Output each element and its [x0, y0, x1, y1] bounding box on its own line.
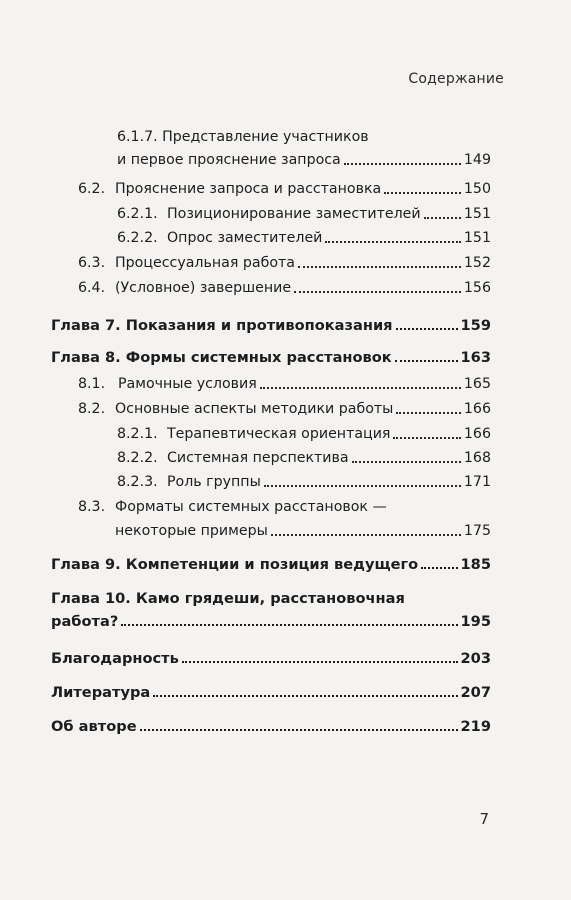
toc-entry-page: 185	[460, 556, 491, 573]
toc-entry-page: 159	[460, 317, 491, 334]
dot-leader	[396, 412, 461, 414]
running-title: Содержание	[408, 71, 504, 87]
toc-entry-title: Об авторе	[51, 718, 137, 735]
toc-entry-8-2[interactable]	[78, 401, 491, 418]
dot-leader	[182, 661, 458, 663]
toc-entry-title: Роль группы	[167, 474, 261, 490]
toc-entry-page: 165	[463, 376, 491, 392]
toc-entry-6-2[interactable]	[78, 181, 491, 198]
toc-entry-title-line1: Представление участников	[162, 129, 369, 145]
toc-entry-page: 195	[460, 613, 491, 630]
toc-entry-acknowledgements[interactable]	[51, 650, 491, 667]
toc-entry-8-2-2[interactable]	[117, 450, 491, 467]
toc-entry-number: 6.4.	[78, 280, 106, 296]
toc-entry-title: Опрос заместителей	[167, 230, 323, 246]
toc-entry-number: 6.3.	[78, 255, 106, 271]
dot-leader	[264, 485, 461, 487]
toc-entry-page: 207	[460, 684, 491, 701]
toc-entry-title: Глава 9. Компетенции и позиция ведущего	[51, 556, 419, 573]
toc-entry-6-4[interactable]	[78, 280, 491, 297]
toc-entry-chapter-10[interactable]	[51, 590, 491, 630]
toc-entry-title: Благодарность	[51, 650, 179, 667]
toc-entry-page: 149	[463, 152, 491, 168]
page-number: 7	[479, 810, 489, 828]
toc-entry-page: 166	[463, 426, 491, 442]
toc-entry-title: Процессуальная работа	[115, 255, 295, 271]
toc-entry-title: Глава 7. Показания и противопоказания	[51, 317, 393, 334]
toc-entry-title: Литература	[51, 684, 151, 701]
toc-entry-title: Терапевтическая ориентация	[167, 426, 391, 442]
dot-leader	[260, 387, 461, 389]
toc-entry-about-author[interactable]	[51, 718, 491, 735]
toc-entry-title: Основные аспекты методики работы	[115, 401, 394, 417]
toc-entry-page: 152	[463, 255, 491, 271]
toc-entry-number: 8.3.	[78, 499, 106, 515]
toc-entry-title: некоторые примеры	[115, 523, 268, 539]
toc-entry-chapter-9[interactable]	[51, 556, 491, 573]
dot-leader	[271, 534, 461, 536]
toc-entry-title: и первое прояснение запроса	[117, 152, 341, 168]
toc-entry-page: 175	[463, 523, 491, 539]
toc-entry-8-3[interactable]	[78, 499, 491, 540]
toc-entry-literature[interactable]	[51, 684, 491, 701]
toc-entry-number: 6.2.1.	[117, 206, 158, 222]
toc-entry-title: работа?	[51, 613, 119, 630]
toc-entry-title-line1: Форматы системных расстановок —	[115, 499, 387, 515]
dot-leader	[421, 567, 457, 569]
toc-entry-number: 8.2.2.	[117, 450, 158, 466]
toc-entry-number: 8.2.	[78, 401, 106, 417]
dot-leader	[344, 163, 461, 165]
toc-entry-number: 8.1.	[78, 376, 106, 392]
toc-entry-title: Позиционирование заместителей	[167, 206, 421, 222]
toc-entry-chapter-8[interactable]	[51, 349, 491, 366]
toc-entry-6-3[interactable]	[78, 255, 491, 272]
toc-entry-title: Прояснение запроса и расстановка	[115, 181, 382, 197]
toc-entry-page: 166	[463, 401, 491, 417]
toc-entry-number: 8.2.3.	[117, 474, 158, 490]
dot-leader	[384, 192, 461, 194]
toc-entry-title: Рамочные условия	[118, 376, 257, 392]
toc-entry-8-2-3[interactable]	[117, 474, 491, 491]
toc-entry-title-line1: Глава 10. Камо грядеши, расстановочная	[51, 590, 405, 607]
toc-entry-8-1[interactable]	[78, 376, 491, 393]
toc-entry-page: 156	[463, 280, 491, 296]
toc-entry-title: (Условное) завершение	[115, 280, 292, 296]
toc-entry-page: 219	[460, 718, 491, 735]
dot-leader	[325, 241, 461, 243]
toc-entry-6-2-2[interactable]	[117, 230, 491, 247]
dot-leader	[352, 461, 461, 463]
toc-entry-page: 171	[463, 474, 491, 490]
dot-leader	[393, 437, 460, 439]
toc-entry-6-2-1[interactable]	[117, 206, 491, 223]
toc-entry-page: 151	[463, 230, 491, 246]
dot-leader	[298, 266, 461, 268]
dot-leader	[153, 695, 457, 697]
toc-entry-chapter-7[interactable]	[51, 317, 491, 334]
dot-leader	[121, 624, 457, 626]
toc-entry-number: 6.1.7.	[117, 129, 158, 145]
toc-entry-number: 6.2.	[78, 181, 106, 197]
dot-leader	[424, 217, 461, 219]
toc-entry-8-2-1[interactable]	[117, 426, 491, 443]
dot-leader	[396, 328, 458, 330]
toc-entry-page: 168	[463, 450, 491, 466]
toc-entry-page: 150	[463, 181, 491, 197]
dot-leader	[140, 729, 458, 731]
dot-leader	[294, 291, 461, 293]
toc-entry-title: Глава 8. Формы системных расстановок	[51, 349, 392, 366]
toc-entry-page: 203	[460, 650, 491, 667]
toc-entry-page: 151	[463, 206, 491, 222]
toc-entry-number: 8.2.1.	[117, 426, 158, 442]
toc-entry-number: 6.2.2.	[117, 230, 158, 246]
toc-entry-6-1-7[interactable]	[117, 129, 491, 169]
toc-entry-page: 163	[460, 349, 491, 366]
toc-entry-title: Системная перспектива	[167, 450, 349, 466]
dot-leader	[395, 360, 458, 362]
